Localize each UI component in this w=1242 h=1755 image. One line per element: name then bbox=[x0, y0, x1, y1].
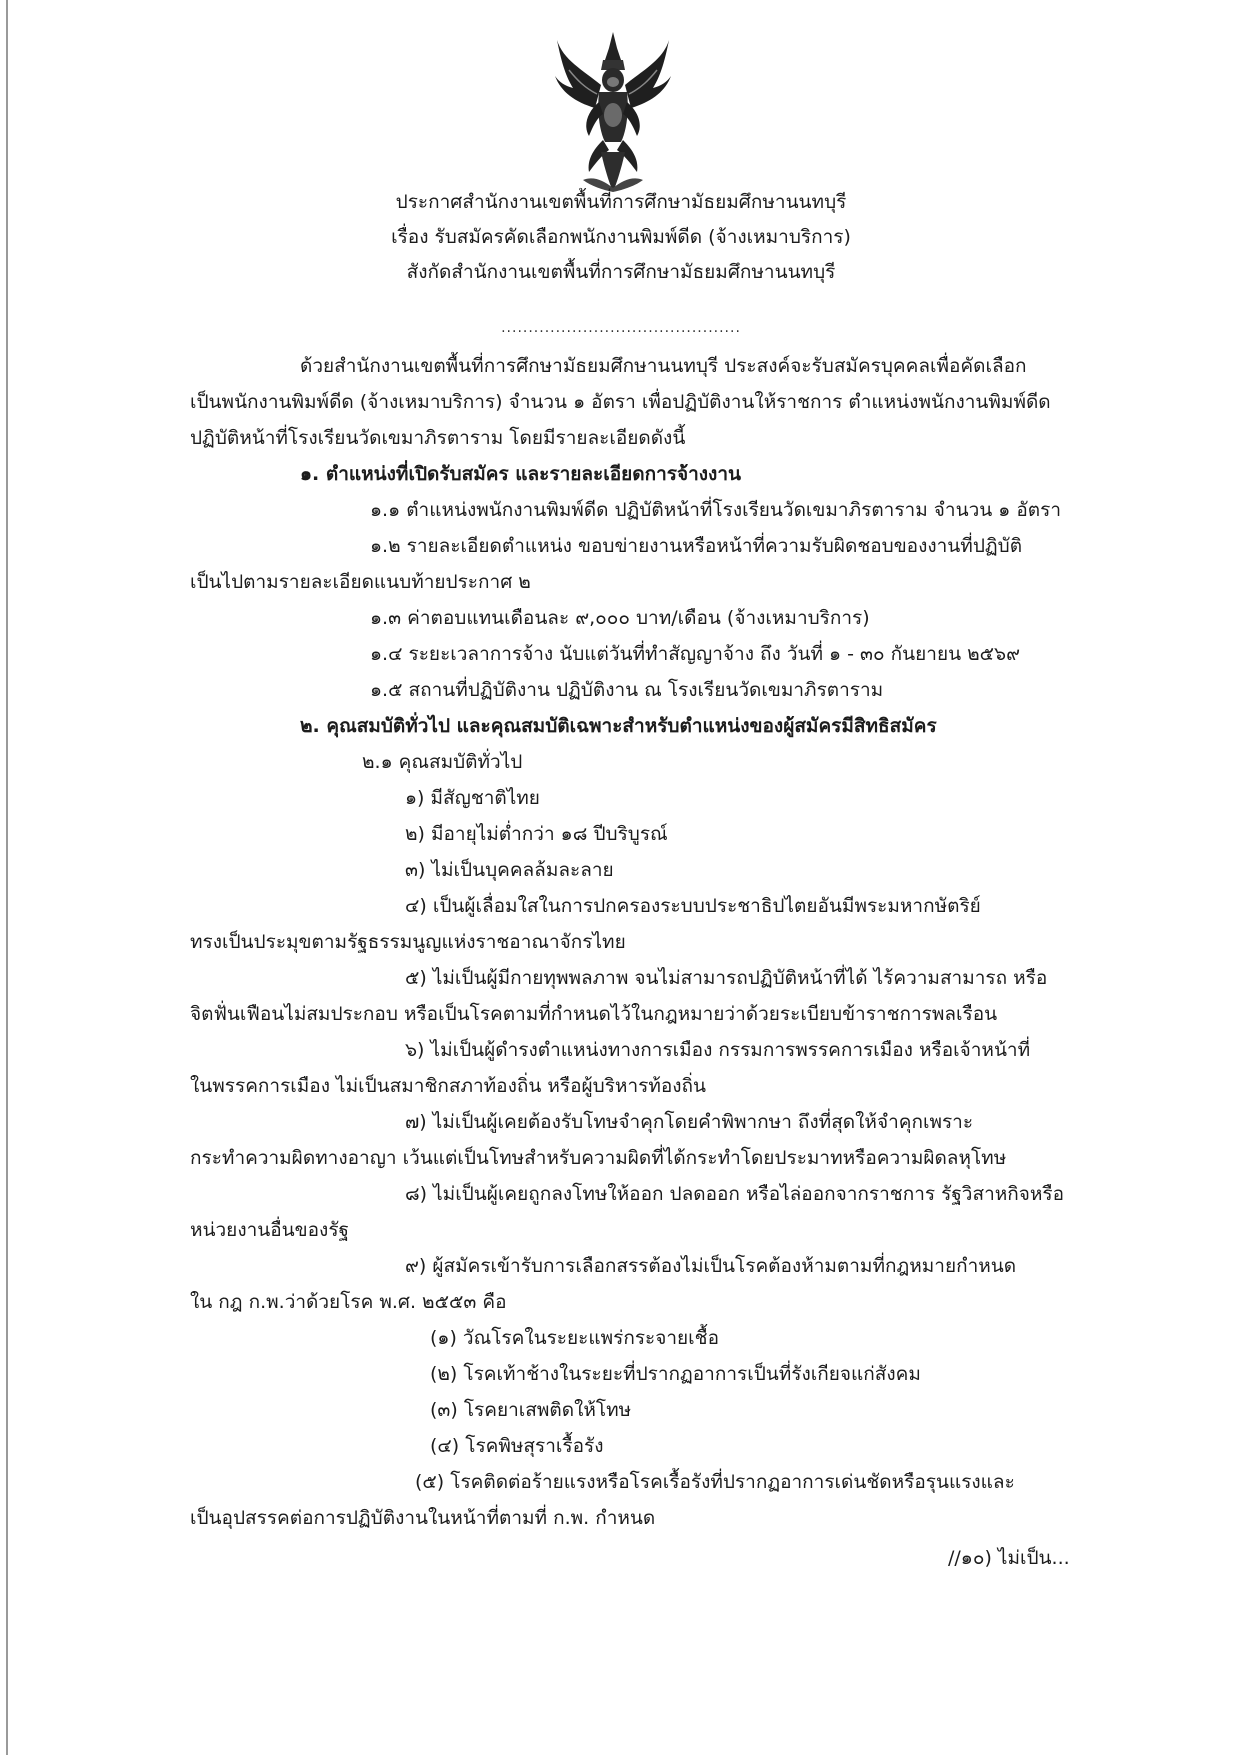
section-1-item-4: ๑.๔ ระยะเวลาการจ้าง นับแต่วันที่ทำสัญญาจ้าง ถึง วันที่ ๑ - ๓๐ กันยายน ๒๕๖๙ bbox=[370, 643, 1021, 665]
section-1-item-5: ๑.๕ สถานที่ปฏิบัติงาน ปฏิบัติงาน ณ โรงเรียนวัดเขมาภิรตาราม bbox=[370, 679, 884, 701]
section-1-heading: ๑. ตำแหน่งที่เปิดรับสมัคร และรายละเอียดการจ้างงาน bbox=[300, 463, 741, 485]
intro-line-1: ด้วยสำนักงานเขตพื้นที่การศึกษามัธยมศึกษานนทบุรี ประสงค์จะรับสมัครบุคคลเพื่อคัดเลือก bbox=[300, 355, 1027, 377]
qualification-9-cont: ใน กฎ ก.พ.ว่าด้วยโรค พ.ศ. ๒๕๕๓ คือ bbox=[190, 1291, 507, 1313]
qualification-2: ๒) มีอายุไม่ต่ำกว่า ๑๘ ปีบริบูรณ์ bbox=[405, 823, 668, 845]
qualification-8: ๘) ไม่เป็นผู้เคยถูกลงโทษให้ออก ปลดออก หรือไล่ออกจากราชการ รัฐวิสาหกิจหรือ bbox=[405, 1183, 1065, 1205]
qualification-1: ๑) มีสัญชาติไทย bbox=[405, 787, 540, 809]
qualification-4: ๔) เป็นผู้เลื่อมใสในการปกครองระบบประชาธิปไตยอันมีพระมหากษัตริย์ bbox=[405, 895, 981, 917]
header-separator: ............................................ bbox=[501, 320, 741, 336]
section-2-sub-1: ๒.๑ คุณสมบัติทั่วไป bbox=[362, 751, 523, 773]
section-2-heading: ๒. คุณสมบัติทั่วไป และคุณสมบัติเฉพาะสำหรับตำแหน่งของผู้สมัครมีสิทธิสมัคร bbox=[300, 715, 937, 737]
disease-3: (๓) โรคยาเสพติดให้โทษ bbox=[430, 1399, 632, 1421]
qualification-6: ๖) ไม่เป็นผู้ดำรงตำแหน่งทางการเมือง กรรมการพรรคการเมือง หรือเจ้าหน้าที่ bbox=[405, 1039, 1031, 1061]
qualification-8-cont: หน่วยงานอื่นของรัฐ bbox=[190, 1219, 350, 1241]
qualification-4-cont: ทรงเป็นประมุขตามรัฐธรรมนูญแห่งราชอาณาจักรไทย bbox=[190, 931, 626, 953]
disease-2: (๒) โรคเท้าช้างในระยะที่ปรากฏอาการเป็นที่รังเกียจแก่สังคม bbox=[430, 1363, 921, 1385]
qualification-7: ๗) ไม่เป็นผู้เคยต้องรับโทษจำคุกโดยคำพิพากษา ถึงที่สุดให้จำคุกเพราะ bbox=[405, 1111, 974, 1133]
section-1-item-2: ๑.๒ รายละเอียดตำแหน่ง ขอบข่ายงานหรือหน้าที่ความรับผิดชอบของงานที่ปฏิบัติ bbox=[370, 535, 1023, 557]
qualification-3: ๓) ไม่เป็นบุคคลล้มละลาย bbox=[405, 859, 614, 881]
section-1-item-1: ๑.๑ ตำแหน่งพนักงานพิมพ์ดีด ปฏิบัติหน้าที่โรงเรียนวัดเขมาภิรตาราม จำนวน ๑ อัตรา bbox=[370, 499, 1061, 521]
section-1-item-3: ๑.๓ ค่าตอบแทนเดือนละ ๙,๐๐๐ บาท/เดือน (จ้างเหมาบริการ) bbox=[370, 607, 870, 629]
intro-line-3: ปฏิบัติหน้าที่โรงเรียนวัดเขมาภิรตาราม โดยมีรายละเอียดดังนี้ bbox=[190, 427, 686, 449]
qualification-9: ๙) ผู้สมัครเข้ารับการเลือกสรรต้องไม่เป็นโรคต้องห้ามตามที่กฎหมายกำหนด bbox=[405, 1255, 1017, 1277]
qualification-5-cont: จิตฟั่นเฟือนไม่สมประกอบ หรือเป็นโรคตามที่กำหนดไว้ในกฎหมายว่าด้วยระเบียบข้าราชการพลเรือน bbox=[190, 1003, 998, 1025]
qualification-6-cont: ในพรรคการเมือง ไม่เป็นสมาชิกสภาท้องถิ่น หรือผู้บริหารท้องถิ่น bbox=[190, 1075, 707, 1097]
disease-5: (๕) โรคติดต่อร้ายแรงหรือโรคเรื้อรังที่ปรากฏอาการเด่นชัดหรือรุนแรงและ bbox=[415, 1471, 1015, 1493]
intro-line-2: เป็นพนักงานพิมพ์ดีด (จ้างเหมาบริการ) จำนวน ๑ อัตรา เพื่อปฏิบัติงานให้ราชการ ตำแหน่งพนักงานพิมพ์ดีด bbox=[190, 391, 1051, 413]
announcement-subject: เรื่อง รับสมัครคัดเลือกพนักงานพิมพ์ดีด (จ้างเหมาบริการ) bbox=[391, 226, 851, 248]
section-1-item-2-cont: เป็นไปตามรายละเอียดแนบท้ายประกาศ ๒ bbox=[190, 571, 531, 593]
garuda-emblem-icon bbox=[553, 30, 673, 195]
announcement-affiliation: สังกัดสำนักงานเขตพื้นที่การศึกษามัธยมศึกษานนทบุรี bbox=[406, 261, 836, 283]
qualification-7-cont: กระทำความผิดทางอาญา เว้นแต่เป็นโทษสำหรับความผิดที่ได้กระทำโดยประมาทหรือความผิดลหุโทษ bbox=[190, 1147, 1007, 1169]
disease-4: (๔) โรคพิษสุราเรื้อรัง bbox=[430, 1435, 604, 1457]
disease-1: (๑) วัณโรคในระยะแพร่กระจายเชื้อ bbox=[430, 1327, 719, 1349]
qualification-5: ๕) ไม่เป็นผู้มีกายทุพพลภาพ จนไม่สามารถปฏิบัติหน้าที่ได้ ไร้ความสามารถ หรือ bbox=[405, 967, 1048, 989]
continuation-note: //๑๐) ไม่เป็น... bbox=[948, 1547, 1070, 1569]
disease-5-cont: เป็นอุปสรรคต่อการปฏิบัติงานในหน้าที่ตามที่ ก.พ. กำหนด bbox=[190, 1507, 656, 1529]
announcement-title: ประกาศสำนักงานเขตพื้นที่การศึกษามัธยมศึกษานนทบุรี bbox=[395, 191, 847, 213]
